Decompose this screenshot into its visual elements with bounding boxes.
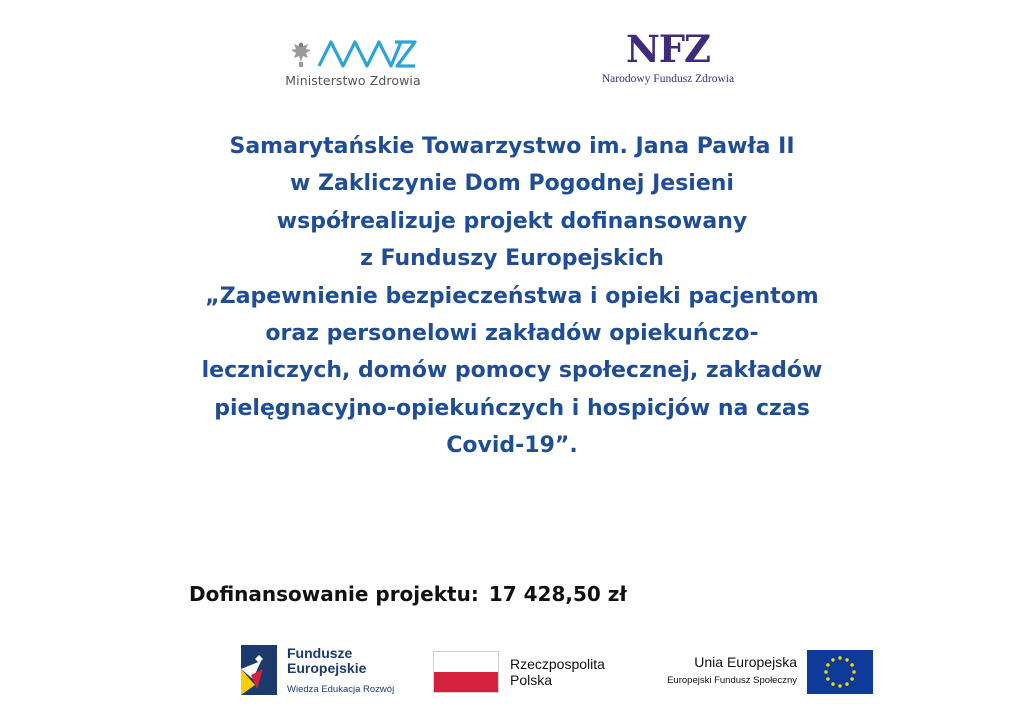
- european-union-title: Unia Europejska: [694, 654, 797, 670]
- republic-of-poland-line: Polska: [510, 672, 553, 688]
- european-funds-title: [287, 646, 366, 676]
- european-funds-logo: [241, 642, 411, 700]
- republic-of-poland-text: [510, 656, 605, 688]
- announcement-line: leczniczych, domów pomocy społecznej, zakładów: [201, 358, 823, 384]
- ministry-of-health-logo: [283, 36, 423, 90]
- european-funds-title-line: Fundusze: [287, 645, 353, 661]
- announcement-line: oraz personelowi zakładów opiekuńczo-: [265, 321, 759, 347]
- announcement-line: Covid-19”.: [446, 433, 578, 459]
- funding-label: Dofinansowanie projektu:: [189, 582, 479, 606]
- announcement-line: „Zapewnienie bezpieczeństwa i opieki pacjentom: [205, 283, 819, 309]
- european-funds-flag-icon: [241, 645, 277, 695]
- mz-wave-icon: [317, 38, 417, 70]
- european-funds-title-line: Europejskie: [287, 660, 367, 676]
- ministry-caption: Ministerstwo Zdrowia: [285, 73, 421, 88]
- announcement-line: współrealizuje projekt dofinansowany: [276, 208, 748, 234]
- project-announcement: [150, 128, 874, 465]
- nfz-wordmark: NFZ: [625, 27, 711, 71]
- eu-flag-icon: [807, 650, 873, 694]
- announcement-line: pielęgnacyjno-opiekuńczych i hospicjów na czas: [214, 395, 810, 421]
- republic-of-poland-line: Rzeczpospolita: [510, 656, 605, 672]
- european-union-subtitle: Europejski Fundusz Społeczny: [667, 675, 797, 686]
- nfz-logo: [594, 27, 742, 86]
- announcement-line: w Zakliczynie Dom Pogodnej Jesieni: [290, 171, 734, 197]
- republic-of-poland-logo: [433, 651, 633, 695]
- eagle-emblem-icon: [289, 40, 313, 70]
- european-funds-subtitle: Wiedza Edukacja Rozwój: [287, 684, 395, 695]
- funding-amount-line: [189, 582, 627, 606]
- polish-flag-icon: [433, 651, 499, 693]
- funding-amount: 17 428,50 zł: [488, 582, 627, 606]
- announcement-line: z Funduszy Europejskich: [360, 246, 664, 272]
- announcement-line: Samarytańskie Towarzystwo im. Jana Pawła II: [229, 134, 795, 159]
- european-union-logo: [651, 649, 873, 695]
- nfz-caption: Narodowy Fundusz Zdrowia: [601, 73, 735, 85]
